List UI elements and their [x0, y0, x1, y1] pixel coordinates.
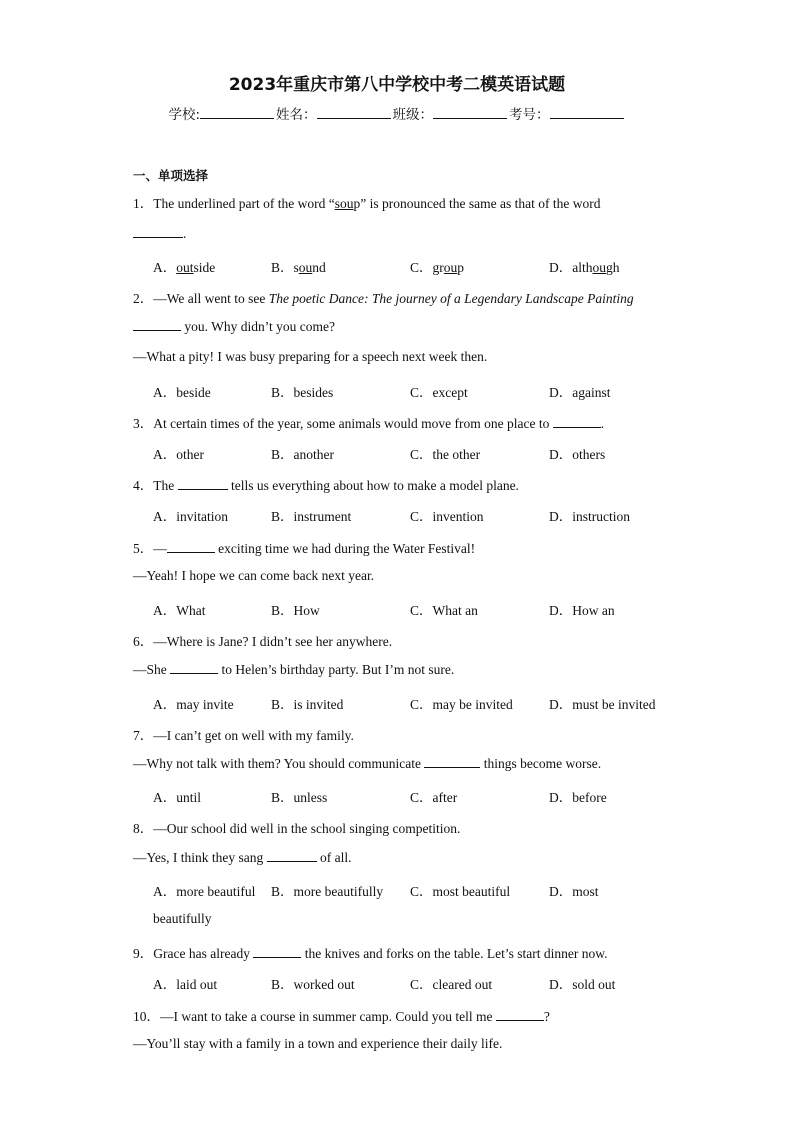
- question-9-stem: 9．Grace has already the knives and forks on the table. Let’s start dinner now.: [133, 946, 608, 961]
- question-5-option-b[interactable]: B．How: [271, 603, 320, 618]
- question-5-line2: —Yeah! I hope we can come back next year.: [133, 568, 375, 583]
- question-7-option-b[interactable]: B．unless: [271, 790, 328, 805]
- question-5-option-a[interactable]: A．What: [153, 603, 206, 618]
- question-1-option-c[interactable]: C．group: [410, 260, 465, 275]
- question-6-option-d[interactable]: D．must be invited: [549, 697, 656, 712]
- number-label: 考号：: [509, 107, 550, 123]
- question-3-stem: 3．At certain times of the year, some animals would move from one place to .: [133, 416, 605, 431]
- question-8-option-c[interactable]: C．most beautiful: [410, 884, 511, 899]
- question-8-option-b[interactable]: B．more beautifully: [271, 884, 384, 899]
- question-2-line2: you. Why didn’t you come?: [133, 318, 335, 335]
- question-2-stem: 2．—We all went to see The poetic Dance: The journey of a Legendary Landscape Painting: [133, 291, 634, 306]
- question-2-option-b[interactable]: B．besides: [271, 385, 334, 400]
- question-1-option-b[interactable]: B．sound: [271, 260, 326, 275]
- question-4-option-c[interactable]: C．invention: [410, 509, 484, 524]
- question-9-option-a[interactable]: A．laid out: [153, 977, 218, 992]
- question-6-option-a[interactable]: A．may invite: [153, 697, 234, 712]
- school-blank[interactable]: [200, 106, 274, 119]
- question-8-line2: —Yes, I think they sang of all.: [133, 850, 352, 865]
- question-7-option-a[interactable]: A．until: [153, 790, 202, 805]
- question-1-option-a[interactable]: A．outside: [153, 260, 216, 275]
- question-6-line2: —She to Helen’s birthday party. But I’m not sure.: [133, 662, 455, 677]
- class-blank[interactable]: [433, 106, 507, 119]
- question-5-option-c[interactable]: C．What an: [410, 603, 478, 618]
- question-7-option-d[interactable]: D．before: [549, 790, 607, 805]
- name-blank[interactable]: [317, 106, 391, 119]
- question-5-option-d[interactable]: D．How an: [549, 603, 615, 618]
- question-8-stem: 8．—Our school did well in the school singing competition.: [133, 821, 461, 836]
- question-1-option-d[interactable]: D．although: [549, 260, 620, 275]
- question-9-option-c[interactable]: C．cleared out: [410, 977, 493, 992]
- question-4-option-b[interactable]: B．instrument: [271, 509, 352, 524]
- student-info-row: [0, 103, 794, 123]
- question-6-option-c[interactable]: C．may be invited: [410, 697, 513, 712]
- question-10-stem: 10．—I want to take a course in summer camp. Could you tell me ?: [133, 1009, 550, 1024]
- question-8-option-d[interactable]: D．most: [549, 884, 599, 899]
- question-3-option-b[interactable]: B．another: [271, 447, 334, 462]
- school-label: 学校:: [168, 107, 201, 123]
- question-6-option-b[interactable]: B．is invited: [271, 697, 344, 712]
- question-7-stem: 7．—I can’t get on well with my family.: [133, 728, 354, 743]
- question-10-line2: —You’ll stay with a family in a town and experience their daily life.: [133, 1036, 503, 1051]
- name-label: 姓名：: [276, 107, 317, 123]
- question-3-option-a[interactable]: A．other: [153, 447, 204, 462]
- question-4-stem: 4．The tells us everything about how to make a model plane.: [133, 478, 519, 493]
- question-2-line3: —What a pity! I was busy preparing for a speech next week then.: [133, 349, 488, 364]
- question-4-option-d[interactable]: D．instruction: [549, 509, 630, 524]
- question-2-option-c[interactable]: C．except: [410, 385, 468, 400]
- question-9-option-b[interactable]: B．worked out: [271, 977, 355, 992]
- question-8-option-d-continued: beautifully: [153, 911, 212, 926]
- question-1-stem: 1．The underlined part of the word “soup” is pronounced the same as that of the word: [133, 196, 601, 211]
- question-4-option-a[interactable]: A．invitation: [153, 509, 228, 524]
- page-title: 2023年重庆市第八中学校中考二模英语试题: [228, 75, 566, 95]
- question-8-option-a[interactable]: A．more beautiful: [153, 884, 256, 899]
- number-blank[interactable]: [550, 106, 624, 119]
- question-7-line2: —Why not talk with them? You should communicate things become worse.: [133, 756, 602, 771]
- question-2-option-a[interactable]: A．beside: [153, 385, 211, 400]
- question-9-option-d[interactable]: D．sold out: [549, 977, 616, 992]
- question-5-stem: 5．— exciting time we had during the Water Festival!: [133, 541, 476, 556]
- section-heading: 一、单项选择: [133, 168, 209, 183]
- question-7-option-c[interactable]: C．after: [410, 790, 458, 805]
- question-3-option-d[interactable]: D．others: [549, 447, 606, 462]
- question-6-stem: 6．—Where is Jane? I didn’t see her anywhere.: [133, 634, 393, 649]
- class-label: 班级：: [392, 107, 434, 123]
- question-2-option-d[interactable]: D．against: [549, 385, 611, 400]
- question-1-blank: .: [133, 225, 186, 242]
- question-3-option-c[interactable]: C．the other: [410, 447, 481, 462]
